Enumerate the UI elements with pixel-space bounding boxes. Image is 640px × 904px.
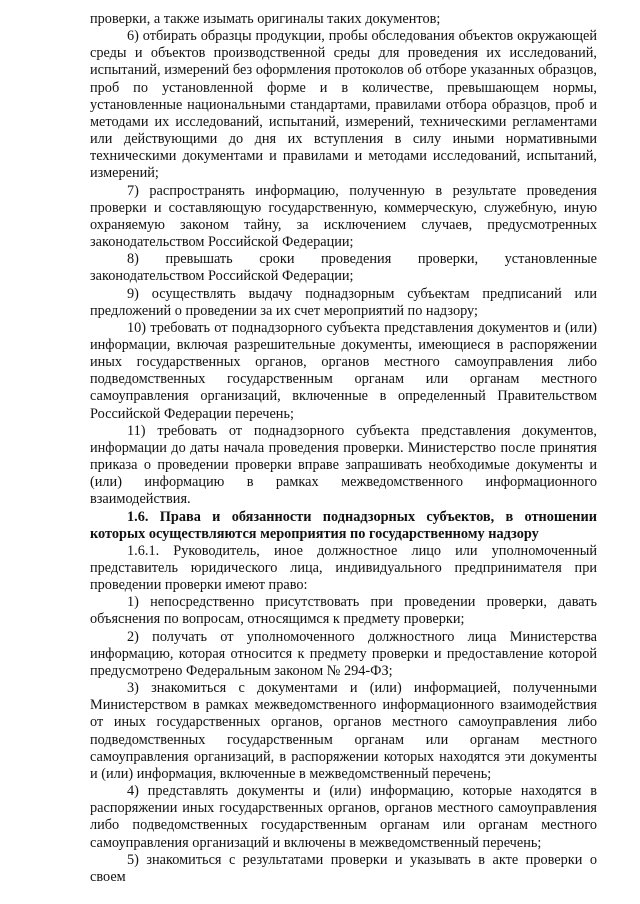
prohibition-item-7: 7) распространять информацию, полученную в результате проведения проверки и составляющую государственную, коммерческую, служебную, иную охраняемую законом тайну, за исключением случаев, предусмотренных законодательством Российской Федерации; (90, 182, 597, 251)
right-item-3: 3) знакомиться с документами и (или) информацией, полученными Министерством в рамках межведомственного информационного взаимодействия от иных государственных органов, органов местного самоуправления либо подведомственных государственным органам или органам местного самоуправления организаций, в распоряжении которых находятся эти документы и (или) информация, включенные в межведомственный перечень; (90, 680, 597, 782)
right-item-2: 2) получать от уполномоченного должностного лица Министерства информацию, которая относится к предмету проверки и предоставление которой предусмотрено Федеральным законом № 294-ФЗ; (90, 628, 597, 679)
right-item-4: 4) представлять документы и (или) информацию, которые находятся в распоряжении иных государственных органов, органов местного самоуправления либо подведомственных государственным органам или органам местного самоуправления организаций и включены в межведомственный перечень; (90, 783, 597, 851)
right-item-1: 1) непосредственно присутствовать при проведении проверки, давать объяснения по вопросам, относящимся к предмету проверки; (90, 594, 597, 628)
right-item-5: 5) знакомиться с результатами проверки и указывать в акте проверки о своем (90, 851, 597, 885)
clause-1-6-1: 1.6.1. Руководитель, иное должностное лицо или уполномоченный представитель юридического лица, индивидуального предпринимателя при проведении проверки имеют право: (90, 542, 597, 594)
prohibition-item-8: 8) превышать сроки проведения проверки, установленные законодательством Российской Федерации; (90, 251, 597, 285)
section-heading: 1.6. Права и обязанности поднадзорных субъектов, в отношении которых осуществляются мероприятия по государственному надзору (90, 508, 597, 542)
prohibition-item-10: 10) требовать от поднадзорного субъекта представления документов и (или) информации, включая разрешительные документы, имеющиеся в распоряжении иных государственных органов, органов местного самоуправления либо подведомственных государственным органам или органам местного самоуправления организаций, включенные в определенный Правительством Российской Федерации перечень; (90, 319, 597, 422)
prohibition-item-9: 9) осуществлять выдачу поднадзорным субъектам предписаний или предложений о проведении за их счет мероприятий по надзору; (90, 285, 597, 319)
prohibition-item-11: 11) требовать от поднадзорного субъекта представления документов, информации до даты начала проведения проверки. Министерство после принятия приказа о проведении проверки вправе запрашивать необходимые документы и (или) информацию в рамках межведомственного информационного взаимодействия. (90, 422, 597, 508)
prohibition-item-6: 6) отбирать образцы продукции, пробы обследования объектов окружающей среды и объектов производственной среды для проведения их исследований, испытаний, измерений без оформления протоколов об отборе указанных образцов, проб по установленной форме и в количестве, превышающем нормы, установленные национальными стандартами, правилами отбора образцов, проб и методами их исследований, испытаний, измерений, техническими регламентами или действующими до дня их вступления в силу иными нормативными техническими документами и правилами и методами исследований, испытаний, измерений; (90, 28, 597, 182)
continuation-paragraph: проверки, а также изымать оригиналы таких документов; (90, 11, 441, 27)
